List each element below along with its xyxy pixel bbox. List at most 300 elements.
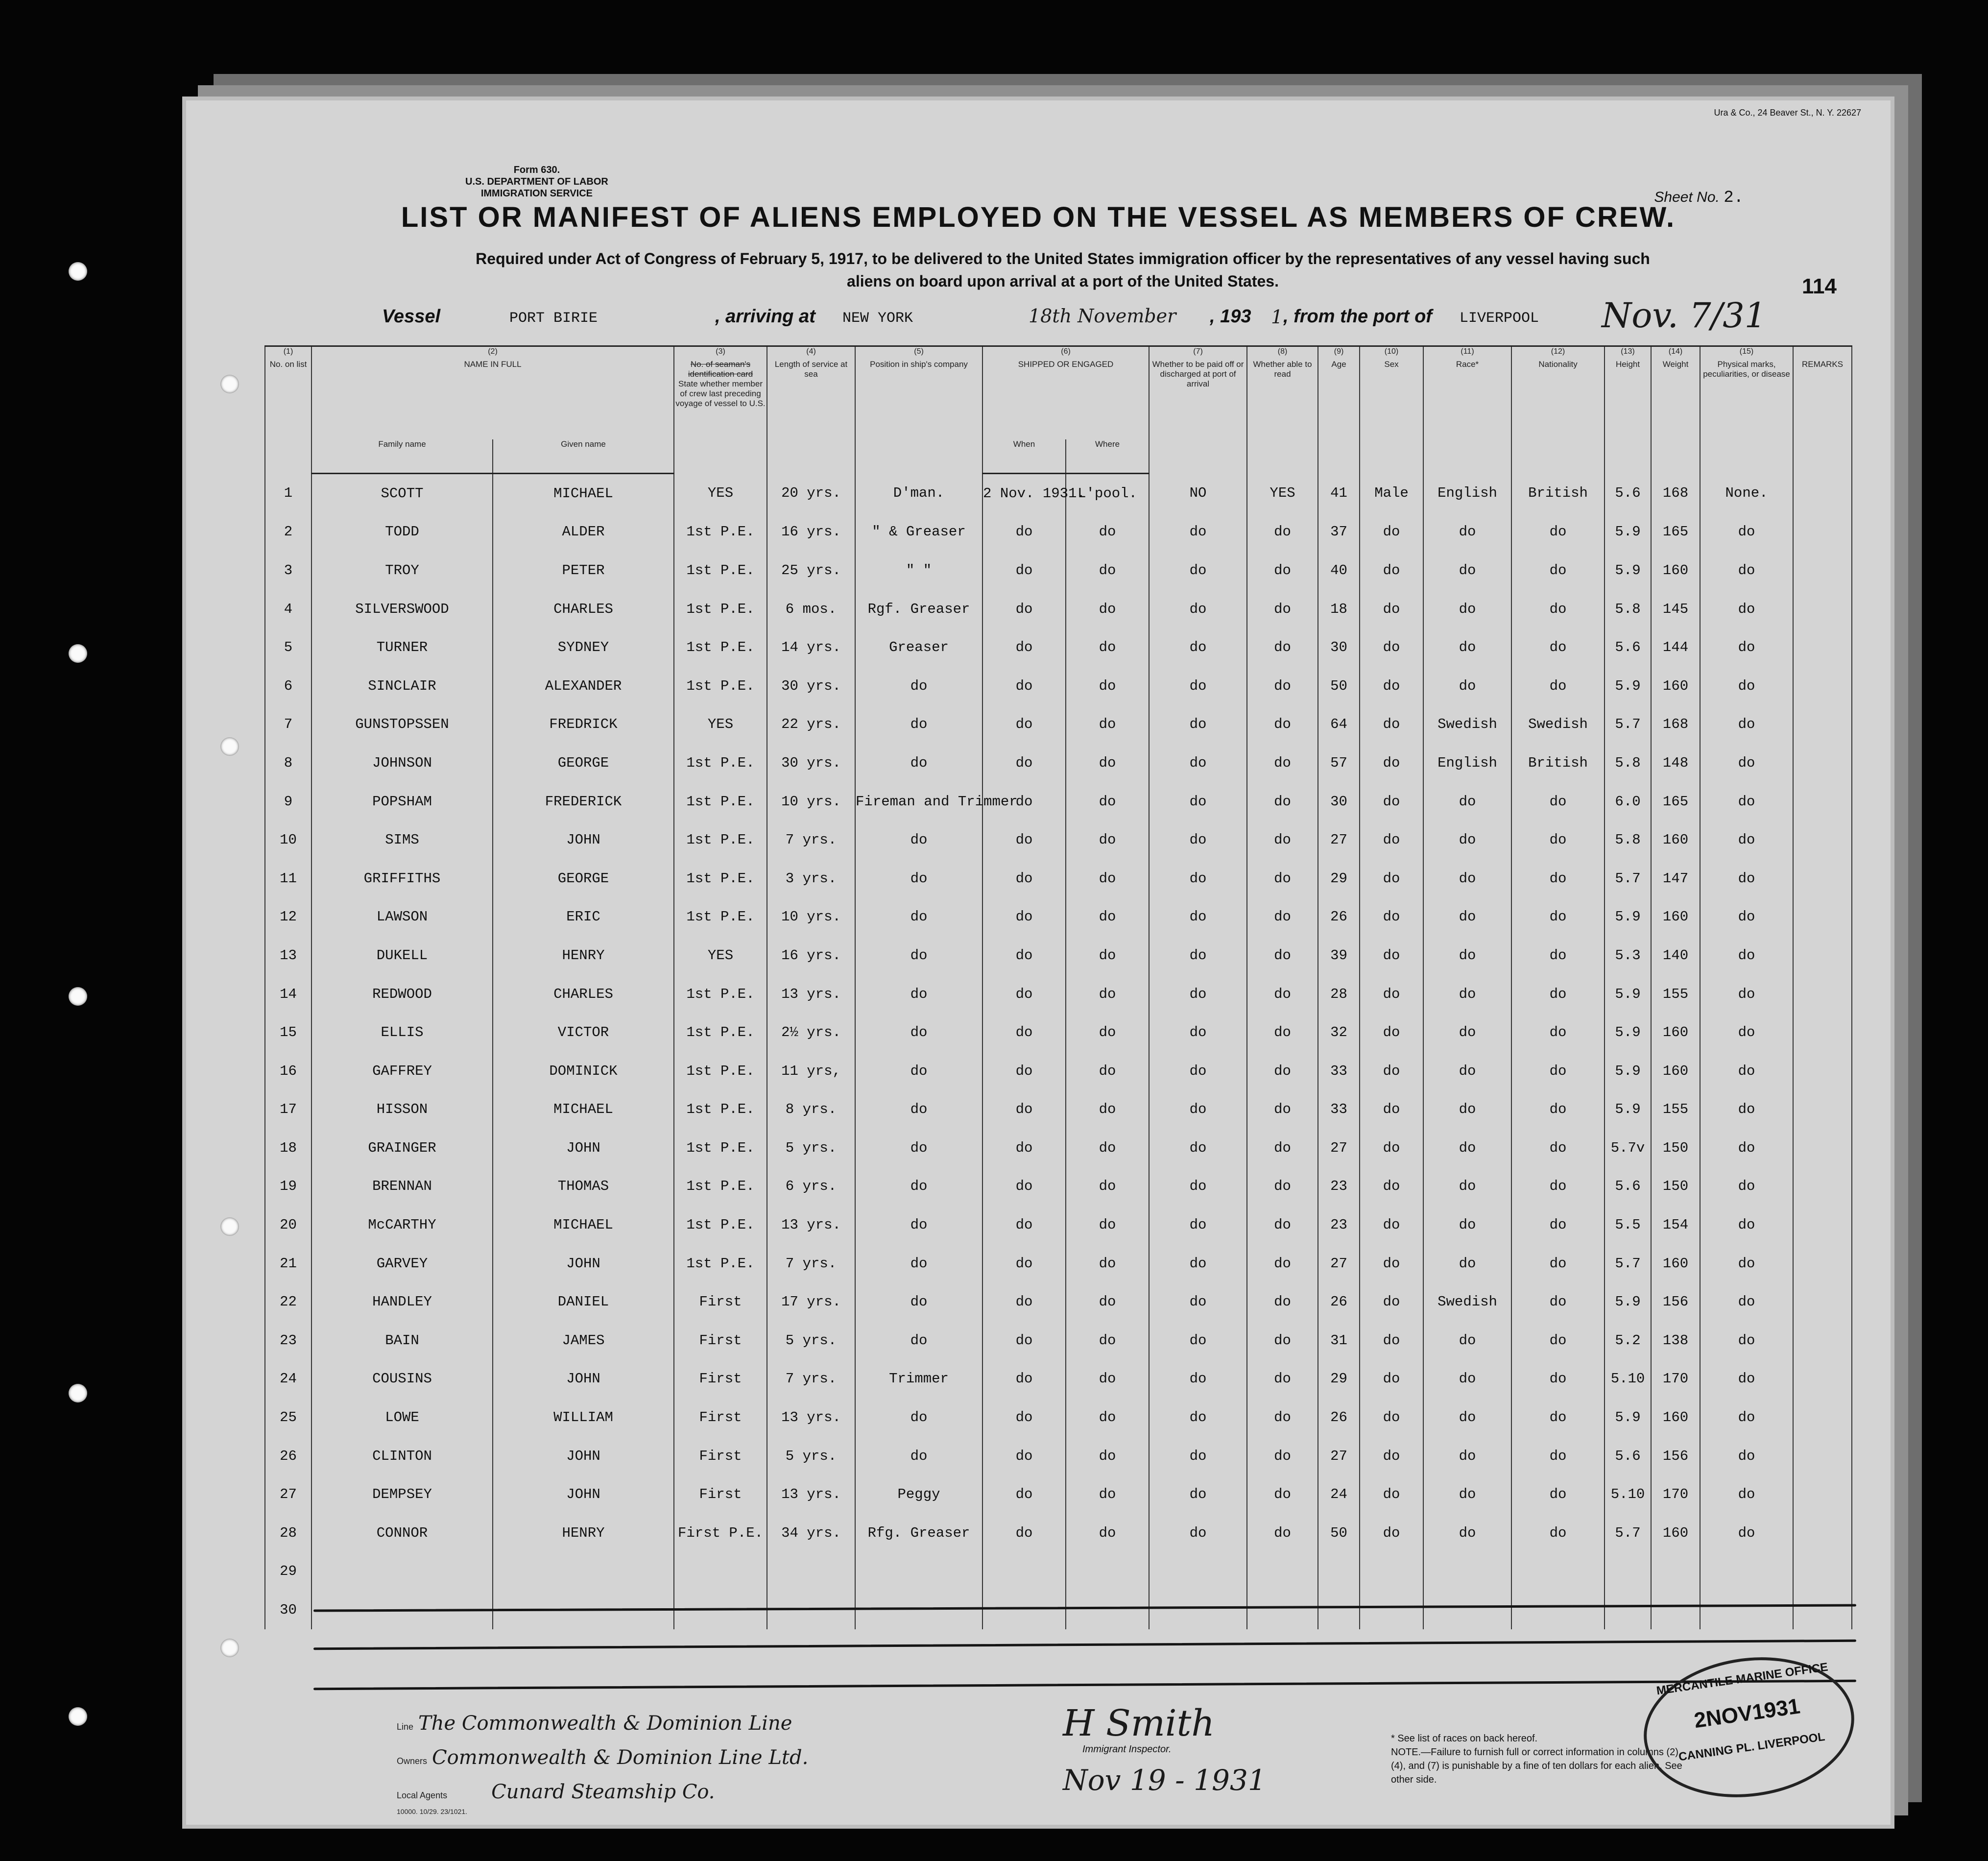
stamp-top-text: MERCANTILE MARINE OFFICE bbox=[1655, 1660, 1829, 1698]
family-name-cell: TURNER bbox=[311, 628, 493, 667]
age-cell: 27 bbox=[1318, 1244, 1360, 1283]
requirement-line-1: Required under Act of Congress of February 5, 1917, to be delivered to the United States immigration officer by the representatives of any vessel having such bbox=[476, 250, 1650, 267]
remarks-cell bbox=[1793, 821, 1852, 859]
table-row bbox=[265, 628, 1852, 667]
weight-cell: 160 bbox=[1651, 898, 1700, 937]
penalty-note: NOTE.—Failure to furnish full or correct information in columns (2), (4), and (7) is punishable by a fine of ten dollars for each alien. See other side. bbox=[1391, 1747, 1682, 1785]
row-number-cell: 27 bbox=[265, 1475, 311, 1514]
agents-label: Local Agents bbox=[397, 1790, 448, 1800]
age-cell: 57 bbox=[1318, 744, 1360, 782]
remarks-cell bbox=[1793, 1282, 1852, 1321]
row-number-cell: 20 bbox=[265, 1206, 311, 1244]
nationality-cell: British bbox=[1511, 474, 1605, 513]
family-name-cell: GRAINGER bbox=[311, 1129, 493, 1167]
paid-off-cell: do bbox=[1149, 667, 1247, 705]
given-name-cell: HENRY bbox=[493, 936, 674, 975]
table-row bbox=[265, 1052, 1852, 1090]
races-note: * See list of races on back hereof. bbox=[1391, 1733, 1538, 1744]
shipped-where-cell: do bbox=[1066, 1206, 1149, 1244]
age-cell: 50 bbox=[1318, 1514, 1360, 1552]
weight-cell: 160 bbox=[1651, 551, 1700, 590]
given-name-cell: ALDER bbox=[493, 513, 674, 552]
able-to-read-cell: do bbox=[1247, 1437, 1318, 1475]
service-length-cell: 6 mos. bbox=[767, 590, 855, 628]
row-number-cell: 8 bbox=[265, 744, 311, 782]
shipped-where-cell: do bbox=[1066, 898, 1149, 937]
given-name-cell: WILLIAM bbox=[493, 1398, 674, 1437]
table-row bbox=[265, 1013, 1852, 1052]
nationality-cell: do bbox=[1511, 1321, 1605, 1360]
empty-cell bbox=[1066, 1552, 1149, 1591]
nationality-cell: do bbox=[1511, 1475, 1605, 1514]
ship-position-cell: do bbox=[855, 1321, 982, 1360]
inspection-date: Nov 19 - 1931 bbox=[1063, 1764, 1266, 1797]
nationality-cell: do bbox=[1511, 551, 1605, 590]
previous-voyage-cell: 1st P.E. bbox=[674, 551, 767, 590]
remarks-cell bbox=[1793, 975, 1852, 1014]
row-number-cell: 28 bbox=[265, 1514, 311, 1552]
race-cell: do bbox=[1423, 1437, 1511, 1475]
col-header-service: (4) Length of service at sea bbox=[767, 346, 855, 474]
able-to-read-cell: do bbox=[1247, 1206, 1318, 1244]
race-cell: do bbox=[1423, 1090, 1511, 1129]
ship-position-cell: do bbox=[855, 936, 982, 975]
able-to-read-cell: do bbox=[1247, 590, 1318, 628]
form-number: Form 630. bbox=[513, 165, 560, 175]
given-name-cell: DOMINICK bbox=[493, 1052, 674, 1090]
remarks-cell bbox=[1793, 513, 1852, 552]
empty-cell bbox=[1651, 1591, 1700, 1629]
paid-off-cell: do bbox=[1149, 1321, 1247, 1360]
service-length-cell: 7 yrs. bbox=[767, 821, 855, 859]
service-length-cell: 13 yrs. bbox=[767, 1398, 855, 1437]
weight-cell: 160 bbox=[1651, 1398, 1700, 1437]
previous-voyage-cell: 1st P.E. bbox=[674, 821, 767, 859]
sheet-number: 2. bbox=[1724, 189, 1744, 207]
nationality-cell: do bbox=[1511, 782, 1605, 821]
ship-position-cell: Fireman and Trimmer bbox=[855, 782, 982, 821]
weight-cell: 145 bbox=[1651, 590, 1700, 628]
empty-cell bbox=[767, 1552, 855, 1591]
service-length-cell: 13 yrs. bbox=[767, 1206, 855, 1244]
shipped-where-cell: do bbox=[1066, 1514, 1149, 1552]
height-cell: 5.7 bbox=[1605, 705, 1651, 744]
sex-cell: do bbox=[1360, 782, 1423, 821]
remarks-cell bbox=[1793, 859, 1852, 898]
previous-voyage-cell: 1st P.E. bbox=[674, 782, 767, 821]
weight-cell: 160 bbox=[1651, 1013, 1700, 1052]
age-cell: 30 bbox=[1318, 782, 1360, 821]
table-row bbox=[265, 821, 1852, 859]
ship-position-cell: D'man. bbox=[855, 474, 982, 513]
previous-voyage-cell: 1st P.E. bbox=[674, 590, 767, 628]
manifest-sheet bbox=[186, 100, 1891, 1825]
document-title: LIST OR MANIFEST OF ALIENS EMPLOYED ON THE VESSEL AS MEMBERS OF CREW. bbox=[401, 201, 1676, 233]
col-header-age: (9) Age bbox=[1318, 346, 1360, 474]
race-cell: do bbox=[1423, 859, 1511, 898]
able-to-read-cell: do bbox=[1247, 1398, 1318, 1437]
physical-marks-cell: do bbox=[1700, 551, 1793, 590]
shipped-when-cell: do bbox=[982, 513, 1066, 552]
row-number-cell: 19 bbox=[265, 1167, 311, 1206]
weight-cell: 165 bbox=[1651, 513, 1700, 552]
empty-cell bbox=[1793, 1552, 1852, 1591]
able-to-read-cell: do bbox=[1247, 551, 1318, 590]
sex-cell: do bbox=[1360, 667, 1423, 705]
table-row bbox=[265, 667, 1852, 705]
previous-voyage-cell: First P.E. bbox=[674, 1514, 767, 1552]
remarks-cell bbox=[1793, 705, 1852, 744]
shipped-where-cell: do bbox=[1066, 859, 1149, 898]
vessel-label: Vessel bbox=[382, 306, 441, 327]
able-to-read-cell: do bbox=[1247, 1244, 1318, 1283]
service-length-cell: 8 yrs. bbox=[767, 1090, 855, 1129]
physical-marks-cell: do bbox=[1700, 1167, 1793, 1206]
empty-cell bbox=[982, 1591, 1066, 1629]
family-name-cell: DUKELL bbox=[311, 936, 493, 975]
table-row bbox=[265, 513, 1852, 552]
service-length-cell: 6 yrs. bbox=[767, 1167, 855, 1206]
punch-hole bbox=[220, 1217, 239, 1236]
sex-cell: do bbox=[1360, 898, 1423, 937]
previous-voyage-cell: 1st P.E. bbox=[674, 744, 767, 782]
able-to-read-cell: do bbox=[1247, 1013, 1318, 1052]
shipped-when-cell: do bbox=[982, 1321, 1066, 1360]
row-number-cell: 25 bbox=[265, 1398, 311, 1437]
given-name-cell: JOHN bbox=[493, 821, 674, 859]
previous-voyage-cell: YES bbox=[674, 474, 767, 513]
service-length-cell: 14 yrs. bbox=[767, 628, 855, 667]
binder-hole bbox=[69, 262, 87, 281]
given-name-cell: MICHAEL bbox=[493, 474, 674, 513]
height-cell: 5.7 bbox=[1605, 859, 1651, 898]
able-to-read-cell: do bbox=[1247, 782, 1318, 821]
sex-cell: do bbox=[1360, 628, 1423, 667]
race-cell: do bbox=[1423, 898, 1511, 937]
paid-off-cell: do bbox=[1149, 898, 1247, 937]
able-to-read-cell: do bbox=[1247, 936, 1318, 975]
shipped-where-cell: do bbox=[1066, 705, 1149, 744]
ship-position-cell: Rfg. Greaser bbox=[855, 1514, 982, 1552]
row-number-cell: 30 bbox=[265, 1591, 311, 1629]
shipped-when-cell: do bbox=[982, 628, 1066, 667]
physical-marks-cell: do bbox=[1700, 1090, 1793, 1129]
previous-voyage-cell: 1st P.E. bbox=[674, 1244, 767, 1283]
given-name-cell: FREDERICK bbox=[493, 782, 674, 821]
sex-cell: do bbox=[1360, 1475, 1423, 1514]
previous-voyage-cell: First bbox=[674, 1398, 767, 1437]
sex-cell: do bbox=[1360, 551, 1423, 590]
paid-off-cell: do bbox=[1149, 782, 1247, 821]
weight-cell: 160 bbox=[1651, 821, 1700, 859]
ship-position-cell: Greaser bbox=[855, 628, 982, 667]
owners-row bbox=[397, 1746, 808, 1769]
table-row bbox=[265, 1437, 1852, 1475]
weight-cell: 155 bbox=[1651, 975, 1700, 1014]
paid-off-cell: do bbox=[1149, 1360, 1247, 1399]
weight-cell: 154 bbox=[1651, 1206, 1700, 1244]
given-name-cell: CHARLES bbox=[493, 590, 674, 628]
shipped-where-cell: do bbox=[1066, 1167, 1149, 1206]
remarks-cell bbox=[1793, 1206, 1852, 1244]
empty-cell bbox=[982, 1552, 1066, 1591]
table-row bbox=[265, 1090, 1852, 1129]
able-to-read-cell: do bbox=[1247, 1129, 1318, 1167]
table-row bbox=[265, 1514, 1852, 1552]
service-length-cell: 30 yrs. bbox=[767, 667, 855, 705]
weight-cell: 168 bbox=[1651, 705, 1700, 744]
physical-marks-cell: do bbox=[1700, 1052, 1793, 1090]
sex-cell: do bbox=[1360, 1052, 1423, 1090]
paid-off-cell: do bbox=[1149, 975, 1247, 1014]
shipped-where-cell: do bbox=[1066, 975, 1149, 1014]
row-number-cell: 26 bbox=[265, 1437, 311, 1475]
sex-cell: do bbox=[1360, 1013, 1423, 1052]
ship-position-cell: do bbox=[855, 1398, 982, 1437]
nationality-cell: do bbox=[1511, 859, 1605, 898]
service-length-cell: 25 yrs. bbox=[767, 551, 855, 590]
paid-off-cell: do bbox=[1149, 513, 1247, 552]
weight-cell: 156 bbox=[1651, 1437, 1700, 1475]
age-cell: 50 bbox=[1318, 667, 1360, 705]
row-number-cell: 13 bbox=[265, 936, 311, 975]
race-cell: English bbox=[1423, 474, 1511, 513]
remarks-cell bbox=[1793, 1360, 1852, 1399]
height-cell: 5.9 bbox=[1605, 1398, 1651, 1437]
height-cell: 5.10 bbox=[1605, 1475, 1651, 1514]
race-cell: do bbox=[1423, 1013, 1511, 1052]
ship-position-cell: " " bbox=[855, 551, 982, 590]
paid-off-cell: do bbox=[1149, 1013, 1247, 1052]
service-length-cell: 7 yrs. bbox=[767, 1360, 855, 1399]
shipped-where-cell: do bbox=[1066, 821, 1149, 859]
weight-cell: 160 bbox=[1651, 1052, 1700, 1090]
height-cell: 5.9 bbox=[1605, 1052, 1651, 1090]
empty-cell bbox=[1318, 1552, 1360, 1591]
nationality-cell: do bbox=[1511, 1282, 1605, 1321]
weight-cell: 150 bbox=[1651, 1129, 1700, 1167]
empty-cell bbox=[311, 1552, 493, 1591]
remarks-cell bbox=[1793, 1437, 1852, 1475]
remarks-cell bbox=[1793, 667, 1852, 705]
height-cell: 5.10 bbox=[1605, 1360, 1651, 1399]
remarks-cell bbox=[1793, 1129, 1852, 1167]
nationality-cell: British bbox=[1511, 744, 1605, 782]
paid-off-cell: do bbox=[1149, 551, 1247, 590]
ship-position-cell: do bbox=[855, 1437, 982, 1475]
race-cell: do bbox=[1423, 1360, 1511, 1399]
empty-cell bbox=[855, 1591, 982, 1629]
row-number-cell: 10 bbox=[265, 821, 311, 859]
nationality-cell: do bbox=[1511, 1129, 1605, 1167]
able-to-read-cell: do bbox=[1247, 898, 1318, 937]
empty-cell bbox=[493, 1552, 674, 1591]
weight-cell: 160 bbox=[1651, 1244, 1700, 1283]
row-number-cell: 12 bbox=[265, 898, 311, 937]
remarks-cell bbox=[1793, 590, 1852, 628]
previous-voyage-cell: 1st P.E. bbox=[674, 1090, 767, 1129]
able-to-read-cell: do bbox=[1247, 1360, 1318, 1399]
arriving-label: , arriving at bbox=[715, 306, 815, 327]
year-prefix: , 193 bbox=[1210, 306, 1251, 327]
nationality-cell: do bbox=[1511, 1167, 1605, 1206]
ship-position-cell: do bbox=[855, 1013, 982, 1052]
shipped-where-cell: do bbox=[1066, 936, 1149, 975]
remarks-cell bbox=[1793, 1514, 1852, 1552]
physical-marks-cell: do bbox=[1700, 1437, 1793, 1475]
shipped-when-cell: do bbox=[982, 898, 1066, 937]
shipped-where-cell: do bbox=[1066, 1437, 1149, 1475]
ship-position-cell: Peggy bbox=[855, 1475, 982, 1514]
age-cell: 39 bbox=[1318, 936, 1360, 975]
empty-cell bbox=[1360, 1591, 1423, 1629]
row-number-cell: 9 bbox=[265, 782, 311, 821]
able-to-read-cell: do bbox=[1247, 1090, 1318, 1129]
print-code: 10000. 10/29. 23/1021. bbox=[397, 1808, 468, 1815]
given-name-cell: JAMES bbox=[493, 1321, 674, 1360]
shipped-when-cell: do bbox=[982, 590, 1066, 628]
given-name-cell: JOHN bbox=[493, 1360, 674, 1399]
height-cell: 5.9 bbox=[1605, 1013, 1651, 1052]
requirement-line-2: aliens on board upon arrival at a port of the United States. bbox=[847, 272, 1279, 290]
previous-voyage-cell: First bbox=[674, 1437, 767, 1475]
age-cell: 30 bbox=[1318, 628, 1360, 667]
weight-cell: 147 bbox=[1651, 859, 1700, 898]
given-name-cell: FREDRICK bbox=[493, 705, 674, 744]
shipped-where-cell: do bbox=[1066, 782, 1149, 821]
arrival-port: NEW YORK bbox=[842, 310, 913, 327]
table-row bbox=[265, 1360, 1852, 1399]
shipped-when-cell: do bbox=[982, 667, 1066, 705]
able-to-read-cell: do bbox=[1247, 628, 1318, 667]
physical-marks-cell: do bbox=[1700, 898, 1793, 937]
cancel-stroke bbox=[313, 1640, 1856, 1650]
family-name-cell: GARVEY bbox=[311, 1244, 493, 1283]
ship-position-cell: do bbox=[855, 1244, 982, 1283]
row-number-cell: 17 bbox=[265, 1090, 311, 1129]
nationality-cell: do bbox=[1511, 936, 1605, 975]
paid-off-cell: do bbox=[1149, 936, 1247, 975]
previous-voyage-cell: 1st P.E. bbox=[674, 975, 767, 1014]
physical-marks-cell: do bbox=[1700, 1282, 1793, 1321]
col-header-physical-marks: (15) Physical marks, peculiarities, or disease bbox=[1700, 346, 1793, 474]
previous-voyage-cell: 1st P.E. bbox=[674, 1206, 767, 1244]
race-cell: do bbox=[1423, 936, 1511, 975]
paid-off-cell: do bbox=[1149, 705, 1247, 744]
given-name-cell: MICHAEL bbox=[493, 1206, 674, 1244]
height-cell: 5.7v bbox=[1605, 1129, 1651, 1167]
given-name-cell: CHARLES bbox=[493, 975, 674, 1014]
agents-value: Cunard Steamship Co. bbox=[491, 1781, 715, 1803]
family-name-cell: LOWE bbox=[311, 1398, 493, 1437]
race-cell: do bbox=[1423, 1129, 1511, 1167]
shipped-where-cell: do bbox=[1066, 1052, 1149, 1090]
table-row bbox=[265, 1321, 1852, 1360]
race-cell: do bbox=[1423, 590, 1511, 628]
able-to-read-cell: do bbox=[1247, 1282, 1318, 1321]
able-to-read-cell: do bbox=[1247, 1475, 1318, 1514]
col-header-where: Where bbox=[1066, 439, 1149, 474]
given-name-cell: JOHN bbox=[493, 1437, 674, 1475]
previous-voyage-cell: 1st P.E. bbox=[674, 898, 767, 937]
height-cell: 5.8 bbox=[1605, 590, 1651, 628]
given-name-cell: GEORGE bbox=[493, 859, 674, 898]
paid-off-cell: do bbox=[1149, 628, 1247, 667]
height-cell: 5.9 bbox=[1605, 975, 1651, 1014]
row-number-cell: 18 bbox=[265, 1129, 311, 1167]
col-header-read: (8) Whether able to read bbox=[1247, 346, 1318, 474]
ship-position-cell: do bbox=[855, 667, 982, 705]
shipped-when-cell: do bbox=[982, 744, 1066, 782]
shipped-where-cell: do bbox=[1066, 1129, 1149, 1167]
paid-off-cell: do bbox=[1149, 821, 1247, 859]
col-header-family-name: Family name bbox=[311, 439, 493, 474]
remarks-cell bbox=[1793, 898, 1852, 937]
paid-off-cell: do bbox=[1149, 1475, 1247, 1514]
service-length-cell: 11 yrs, bbox=[767, 1052, 855, 1090]
service-length-cell: 20 yrs. bbox=[767, 474, 855, 513]
nationality-cell: do bbox=[1511, 1013, 1605, 1052]
race-cell: do bbox=[1423, 975, 1511, 1014]
empty-cell bbox=[1066, 1591, 1149, 1629]
age-cell: 64 bbox=[1318, 705, 1360, 744]
table-row bbox=[265, 898, 1852, 937]
previous-voyage-cell: First bbox=[674, 1282, 767, 1321]
shipped-when-cell: do bbox=[982, 859, 1066, 898]
row-number-cell: 23 bbox=[265, 1321, 311, 1360]
age-cell: 31 bbox=[1318, 1321, 1360, 1360]
given-name-cell: GEORGE bbox=[493, 744, 674, 782]
physical-marks-cell: do bbox=[1700, 744, 1793, 782]
nationality-cell: do bbox=[1511, 1090, 1605, 1129]
year-suffix: 1 bbox=[1271, 306, 1283, 328]
shipped-where-cell: do bbox=[1066, 744, 1149, 782]
family-name-cell: DEMPSEY bbox=[311, 1475, 493, 1514]
physical-marks-cell: do bbox=[1700, 513, 1793, 552]
department-name: U.S. DEPARTMENT OF LABOR bbox=[465, 176, 608, 187]
shipped-where-cell: do bbox=[1066, 1244, 1149, 1283]
family-name-cell: SILVERSWOOD bbox=[311, 590, 493, 628]
row-number-cell: 29 bbox=[265, 1552, 311, 1591]
family-name-cell: LAWSON bbox=[311, 898, 493, 937]
ship-position-cell: do bbox=[855, 859, 982, 898]
height-cell: 5.6 bbox=[1605, 1167, 1651, 1206]
height-cell: 5.9 bbox=[1605, 667, 1651, 705]
service-length-cell: 10 yrs. bbox=[767, 898, 855, 937]
given-name-cell: JOHN bbox=[493, 1244, 674, 1283]
age-cell: 37 bbox=[1318, 513, 1360, 552]
race-cell: do bbox=[1423, 1244, 1511, 1283]
service-length-cell: 5 yrs. bbox=[767, 1321, 855, 1360]
col-header-race: (11) Race* bbox=[1423, 346, 1511, 474]
race-cell: do bbox=[1423, 821, 1511, 859]
paid-off-cell: do bbox=[1149, 744, 1247, 782]
line-row bbox=[397, 1712, 792, 1735]
shipped-when-cell: do bbox=[982, 1514, 1066, 1552]
age-cell: 24 bbox=[1318, 1475, 1360, 1514]
line-label: Line bbox=[397, 1722, 414, 1732]
sex-cell: do bbox=[1360, 821, 1423, 859]
empty-cell bbox=[1149, 1552, 1247, 1591]
shipped-when-cell: do bbox=[982, 705, 1066, 744]
page-number: 114 bbox=[1802, 274, 1837, 298]
paid-off-cell: NO bbox=[1149, 474, 1247, 513]
remarks-cell bbox=[1793, 1398, 1852, 1437]
height-cell: 6.0 bbox=[1605, 782, 1651, 821]
given-name-cell: ERIC bbox=[493, 898, 674, 937]
given-name-cell: HENRY bbox=[493, 1514, 674, 1552]
physical-marks-cell: do bbox=[1700, 1206, 1793, 1244]
